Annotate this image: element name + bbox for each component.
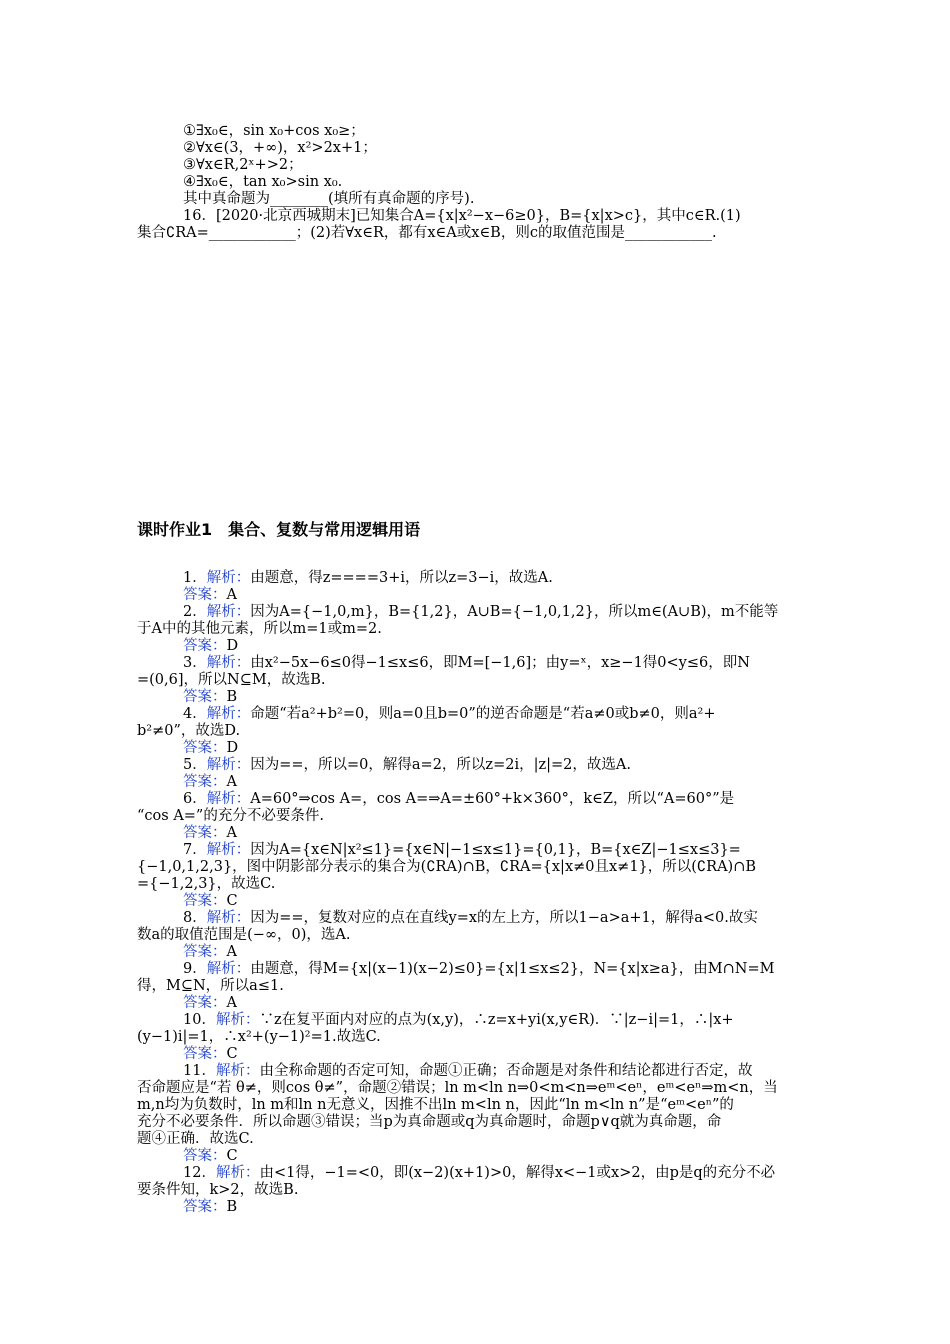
daan-label: 答案： [183, 587, 227, 603]
q1-answer: 答案：A [183, 587, 237, 603]
jiexi-label: 解析： [206, 655, 251, 671]
top-line-5: 其中真命题为________(填所有真命题的序号). [183, 191, 475, 207]
jiexi-label: 解析： [206, 757, 251, 773]
daan-label: 答案： [183, 944, 227, 960]
q1-line: 1．解析：由题意，得z====3+i，所以z=3−i，故选A. [183, 570, 553, 586]
q10-line-2: (y−1)i|=1，∴x²+(y−1)²=1.故选C. [137, 1029, 381, 1045]
q2-line-1: 2．解析：因为A={−1,0,m}，B={1,2}，A∪B={−1,0,1,2}，所以m∈(A∪B)，m不能等 [183, 604, 779, 620]
top-line-3: ③∀x∈R,2ˣ+>2； [183, 157, 303, 173]
q8-line-1: 8．解析：因为==，复数对应的点在直线y=x的左上方，所以1−a>a+1，解得a<0.故实 [183, 910, 758, 926]
jiexi-label: 解析： [215, 1165, 260, 1181]
daan-label: 答案： [183, 825, 227, 841]
q4-answer: 答案：D [183, 740, 239, 756]
q6-line-2: “cos A=”的充分不必要条件. [137, 808, 324, 824]
q7-line-3: ={−1,2,3}，故选C. [137, 876, 276, 892]
q11-line-1: 11．解析：由全称命题的否定可知，命题①正确；否命题是对条件和结论都进行否定，故 [183, 1063, 753, 1079]
daan-label: 答案： [183, 774, 227, 790]
top-line-2: ②∀x∈(3，+∞)，x²>2x+1； [183, 140, 377, 156]
top-line-7: 集合∁RA=____________；(2)若∀x∈R，都有x∈A或x∈B，则c的取值范围是____________. [137, 225, 717, 241]
q6-line-1: 6．解析：A=60°⇒cos A=，cos A=⇒A=±60°+k×360°，k∈Z，所以“A=60°”是 [183, 791, 735, 807]
q4-line-2: b²≠0”，故选D. [137, 723, 241, 739]
q3-answer: 答案：B [183, 689, 238, 705]
daan-label: 答案： [183, 1148, 227, 1164]
daan-label: 答案： [183, 995, 227, 1011]
q8-answer: 答案：A [183, 944, 237, 960]
top-line-6: 16．[2020·北京西城期末]已知集合A={x|x²−x−6≥0}，B={x|x>c}，其中c∈R.(1) [183, 208, 741, 224]
q7-answer: 答案：C [183, 893, 238, 909]
daan-label: 答案： [183, 1199, 227, 1215]
q9-line-1: 9．解析：由题意，得M={x|(x−1)(x−2)≤0}={x|1≤x≤2}，N={x|x≥a}，由M∩N=M [183, 961, 775, 977]
q11-answer: 答案：C [183, 1148, 238, 1164]
top-line-4: ④∃x₀∈，tan x₀>sin x₀. [183, 174, 343, 190]
q9-answer: 答案：A [183, 995, 237, 1011]
q5-line: 5．解析：因为==，所以=0，解得a=2，所以z=2i，|z|=2，故选A. [183, 757, 631, 773]
q4-line-1: 4．解析：命题“若a²+b²=0，则a=0且b=0”的逆否命题是“若a≠0或b≠0，则a²+ [183, 706, 716, 722]
q5-answer: 答案：A [183, 774, 237, 790]
jiexi-label: 解析： [215, 1063, 260, 1079]
q3-line-1: 3．解析：由x²−5x−6≤0得−1≤x≤6，即M=[−1,6]；由y=ˣ，x≥−1得0<y≤6，即N [183, 655, 750, 671]
q3-line-2: =(0,6]，所以N⊆M，故选B. [137, 672, 326, 688]
q11-line-2: 否命题应是“若 θ≠，则cos θ≠”，命题②错误；ln m<ln n⇒0<m<n⇒eᵐ<eⁿ，eᵐ<eⁿ⇒m<n，当 [137, 1080, 778, 1096]
q11-line-5: 题④正确．故选C. [137, 1131, 254, 1147]
q12-answer: 答案：B [183, 1199, 238, 1215]
jiexi-label: 解析： [206, 604, 251, 620]
jiexi-label: 解析： [206, 791, 251, 807]
q11-line-3: m,n均为负数时，ln m和ln n无意义，因推不出ln m<ln n，因此“ln m<ln n”是“eᵐ<eⁿ”的 [137, 1097, 734, 1113]
q9-line-2: 得，M⊆N，所以a≤1. [137, 978, 284, 994]
daan-label: 答案： [183, 740, 227, 756]
section-title: 课时作业1 集合、复数与常用逻辑用语 [137, 520, 421, 539]
q7-line-2: {−1,0,1,2,3}，图中阴影部分表示的集合为(∁RA)∩B，∁RA={x|x≠0且x≠1}，所以(∁RA)∩B [137, 859, 757, 875]
jiexi-label: 解析： [206, 910, 251, 926]
jiexi-label: 解析： [206, 961, 251, 977]
q12-line-1: 12．解析：由<1得，−1=<0，即(x−2)(x+1)>0，解得x<−1或x>2，由p是q的充分不必 [183, 1165, 776, 1181]
q11-line-4: 充分不必要条件．所以命题③错误；当p为真命题或q为真命题时，命题p∨q就为真命题，命 [137, 1114, 722, 1130]
q10-answer: 答案：C [183, 1046, 238, 1062]
jiexi-label: 解析： [206, 842, 251, 858]
jiexi-label: 解析： [215, 1012, 260, 1028]
q6-answer: 答案：A [183, 825, 237, 841]
q2-answer: 答案：D [183, 638, 239, 654]
jiexi-label: 解析： [206, 706, 251, 722]
q8-line-2: 数a的取值范围是(−∞，0)，选A. [137, 927, 351, 943]
q12-line-2: 要条件知，k>2，故选B. [137, 1182, 299, 1198]
q7-line-1: 7．解析：因为A={x∈N|x²≤1}={x∈N|−1≤x≤1}={0,1}，B={x∈Z|−1≤x≤3}= [183, 842, 741, 858]
q2-line-2: 于A中的其他元素，所以m=1或m=2. [137, 621, 382, 637]
top-line-1: ①∃x₀∈，sin x₀+cos x₀≥； [183, 123, 365, 139]
daan-label: 答案： [183, 893, 227, 909]
jiexi-label: 解析： [206, 570, 251, 586]
q10-line-1: 10．解析：∵z在复平面内对应的点为(x,y)，∴z=x+yi(x,y∈R)．∵|z−i|=1，∴|x+ [183, 1012, 734, 1028]
daan-label: 答案： [183, 1046, 227, 1062]
daan-label: 答案： [183, 638, 227, 654]
daan-label: 答案： [183, 689, 227, 705]
